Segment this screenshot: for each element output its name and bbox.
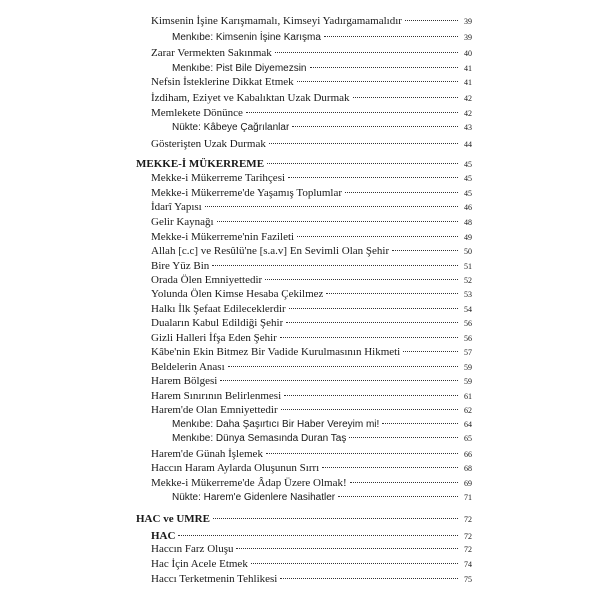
toc-page-number: 52: [464, 276, 472, 285]
toc-entry-title: Kimsenin İşine Karışmamalı, Kimseyi Yadırgamamalıdır: [151, 15, 402, 27]
toc-page-number: 69: [464, 479, 472, 488]
toc-entry-title: HAC ve UMRE: [136, 513, 210, 525]
toc-page-number: 68: [464, 464, 472, 473]
toc-entry-title: Menkıbe: Kimsenin İşine Karışma: [172, 32, 321, 43]
dot-leader: [178, 535, 458, 536]
toc-page-number: 56: [464, 319, 472, 328]
toc-page-number: 57: [464, 348, 472, 357]
toc-page-number: 62: [464, 406, 472, 415]
toc-entry-title: Mekke-i Mükerreme Tarihçesi: [151, 172, 286, 184]
toc-entry-title: Nefsin İsteklerine Dikkat Etmek: [151, 76, 294, 88]
dot-leader: [350, 482, 458, 483]
toc-page-number: 53: [464, 290, 472, 299]
toc-entry: [151, 344, 472, 360]
toc-entry-title: Kâbe'nin Ekin Bitmez Bir Vadide Kurulmasının Hikmeti: [151, 346, 401, 358]
toc-page-number: 66: [464, 450, 472, 459]
toc-entry-title: İdarî Yapısı: [151, 201, 202, 213]
toc-page-number: 49: [464, 233, 472, 242]
toc-entry: [151, 199, 472, 215]
toc-page-number: 75: [464, 575, 472, 584]
toc-entry: [151, 105, 472, 121]
toc-entry-title: Orada Ölen Emniyettedir: [151, 274, 263, 286]
dot-leader: [289, 308, 458, 309]
toc-entry: [151, 571, 472, 587]
toc-entry: [151, 136, 472, 152]
toc-page-number: 40: [464, 49, 472, 58]
toc-entry-title: Yolunda Ölen Kimse Hesaba Çekilmez: [151, 288, 324, 300]
dot-leader: [251, 563, 458, 564]
toc-page-number: 45: [464, 160, 472, 169]
toc-page-number: 43: [464, 123, 472, 132]
toc-entry-title: Mekke-i Mükerreme'de Yaşamış Toplumlar: [151, 187, 343, 199]
toc-entry-title: Haccın Farz Oluşu: [151, 543, 234, 555]
toc-page-number: 45: [464, 174, 472, 183]
toc-entry: [151, 541, 472, 557]
dot-leader: [349, 437, 458, 438]
toc-entry: [151, 45, 472, 61]
toc-entry: [151, 90, 472, 106]
toc-entry-title: Menkıbe: Daha Şaşırtıcı Bir Haber Vereyim mi!: [172, 419, 380, 430]
toc-entry: [151, 214, 472, 230]
toc-page-number: 61: [464, 392, 472, 401]
toc-page-number: 39: [464, 33, 472, 42]
toc-page-number: 50: [464, 247, 472, 256]
toc-page-number: 46: [464, 203, 472, 212]
toc-entry-title: Halkı İlk Şefaat Edileceklerdir: [151, 303, 286, 315]
toc-entry: [151, 402, 472, 418]
dot-leader: [286, 322, 458, 323]
toc-entry-title: Harem'de Olan Emniyettedir: [151, 404, 278, 416]
dot-leader: [310, 67, 459, 68]
dot-leader: [345, 192, 458, 193]
dot-leader: [297, 236, 458, 237]
dot-leader: [280, 337, 458, 338]
toc-entry-title: Nükte: Kâbeye Çağrılanlar: [172, 122, 290, 133]
toc-page-number: 71: [464, 493, 472, 502]
dot-leader: [246, 112, 458, 113]
toc-page-number: 56: [464, 334, 472, 343]
dot-leader: [213, 518, 458, 519]
toc-entry-title: Gösterişten Uzak Durmak: [151, 138, 266, 150]
toc-entry-title: Hac İçin Acele Etmek: [151, 558, 248, 570]
dot-leader: [284, 395, 458, 396]
toc-page-number: 59: [464, 363, 472, 372]
toc-entry: [151, 315, 472, 331]
toc-page-number: 65: [464, 434, 472, 443]
toc-page-number: 41: [464, 78, 472, 87]
dot-leader: [280, 578, 458, 579]
toc-entry-title: Harem Bölgesi: [151, 375, 218, 387]
toc-entry-title: Mekke-i Mükerreme'de Âdap Üzere Olmak!: [151, 477, 347, 489]
dot-leader: [236, 548, 458, 549]
dot-leader: [228, 366, 458, 367]
toc-page-number: 41: [464, 64, 472, 73]
toc-entry-title: Allah [c.c] ve Resûlü'ne [s.a.v] En Sevimli Olan Şehir: [151, 245, 390, 257]
dot-leader: [405, 20, 458, 21]
toc-entry: [151, 13, 472, 29]
toc-entry-title: Bire Yüz Bin: [151, 260, 210, 272]
dot-leader: [281, 409, 458, 410]
toc-entry-title: Memlekete Dönünce: [151, 107, 243, 119]
dot-leader: [292, 126, 458, 127]
toc-entry-title: Harem Sınırının Belirlenmesi: [151, 390, 282, 402]
dot-leader: [324, 36, 458, 37]
toc-entry: [151, 556, 472, 572]
toc-page-number: 45: [464, 189, 472, 198]
toc-entry-title: Duaların Kabul Edildiği Şehir: [151, 317, 284, 329]
toc-page-number: 44: [464, 140, 472, 149]
dot-leader: [392, 250, 458, 251]
dot-leader: [267, 163, 458, 164]
toc-entry: [172, 30, 472, 46]
dot-leader: [353, 97, 458, 98]
dot-leader: [322, 467, 458, 468]
toc-page-number: 72: [464, 515, 472, 524]
toc-entry: [151, 286, 472, 302]
toc-entry-title: Nükte: Harem'e Gidenlere Nasihatler: [172, 492, 336, 503]
toc-page-number: 54: [464, 305, 472, 314]
toc-entry-title: Menkıbe: Pist Bile Diyemezsin: [172, 63, 307, 74]
toc-page-number: 51: [464, 262, 472, 271]
dot-leader: [297, 81, 458, 82]
toc-page-number: 42: [464, 109, 472, 118]
toc-entry: [172, 490, 472, 506]
toc-page-number: 59: [464, 377, 472, 386]
toc-entry-title: Haccı Terketmenin Tehlikesi: [151, 573, 278, 585]
toc-entry-title: Harem'de Günah İşlemek: [151, 448, 263, 460]
toc-entry-title: MEKKE-İ MÜKERREME: [136, 158, 265, 170]
dot-leader: [266, 453, 458, 454]
toc-entry-title: Menkıbe: Dünya Semasında Duran Taş: [172, 433, 347, 444]
toc-page-number: 48: [464, 218, 472, 227]
toc-entry: [172, 431, 472, 447]
dot-leader: [212, 265, 458, 266]
dot-leader: [269, 143, 458, 144]
toc-entry: [151, 170, 472, 186]
toc-page-number: 74: [464, 560, 472, 569]
toc-entry: [151, 373, 472, 389]
toc-entry: [151, 460, 472, 476]
toc-entry: [151, 243, 472, 259]
toc-entry: [172, 120, 472, 136]
toc-entry-title: Beldelerin Anası: [151, 361, 225, 373]
toc-section-heading: [136, 511, 472, 527]
dot-leader: [338, 496, 458, 497]
toc-entry-title: HAC: [151, 530, 176, 542]
dot-leader: [220, 380, 458, 381]
dot-leader: [288, 177, 458, 178]
toc-entry: [151, 475, 472, 491]
toc-entry: [151, 74, 472, 90]
toc-page-number: 64: [464, 420, 472, 429]
toc-entry-title: Haccın Haram Aylarda Oluşunun Sırrı: [151, 462, 320, 474]
toc-entry-title: Zarar Vermekten Sakınmak: [151, 47, 272, 59]
dot-leader: [382, 423, 458, 424]
toc-entry-title: İzdiham, Eziyet ve Kabalıktan Uzak Durmak: [151, 92, 350, 104]
dot-leader: [217, 221, 458, 222]
toc-page-number: 72: [464, 545, 472, 554]
dot-leader: [275, 52, 458, 53]
toc-page-number: 42: [464, 94, 472, 103]
toc-entry-title: Gelir Kaynağı: [151, 216, 214, 228]
dot-leader: [326, 293, 458, 294]
toc-page-number: 72: [464, 532, 472, 541]
dot-leader: [403, 351, 458, 352]
toc-page-number: 39: [464, 17, 472, 26]
dot-leader: [205, 206, 458, 207]
toc-entry-title: Gizli Halleri İfşa Eden Şehir: [151, 332, 277, 344]
dot-leader: [265, 279, 458, 280]
toc-entry-title: Mekke-i Mükerreme'nin Fazileti: [151, 231, 295, 243]
